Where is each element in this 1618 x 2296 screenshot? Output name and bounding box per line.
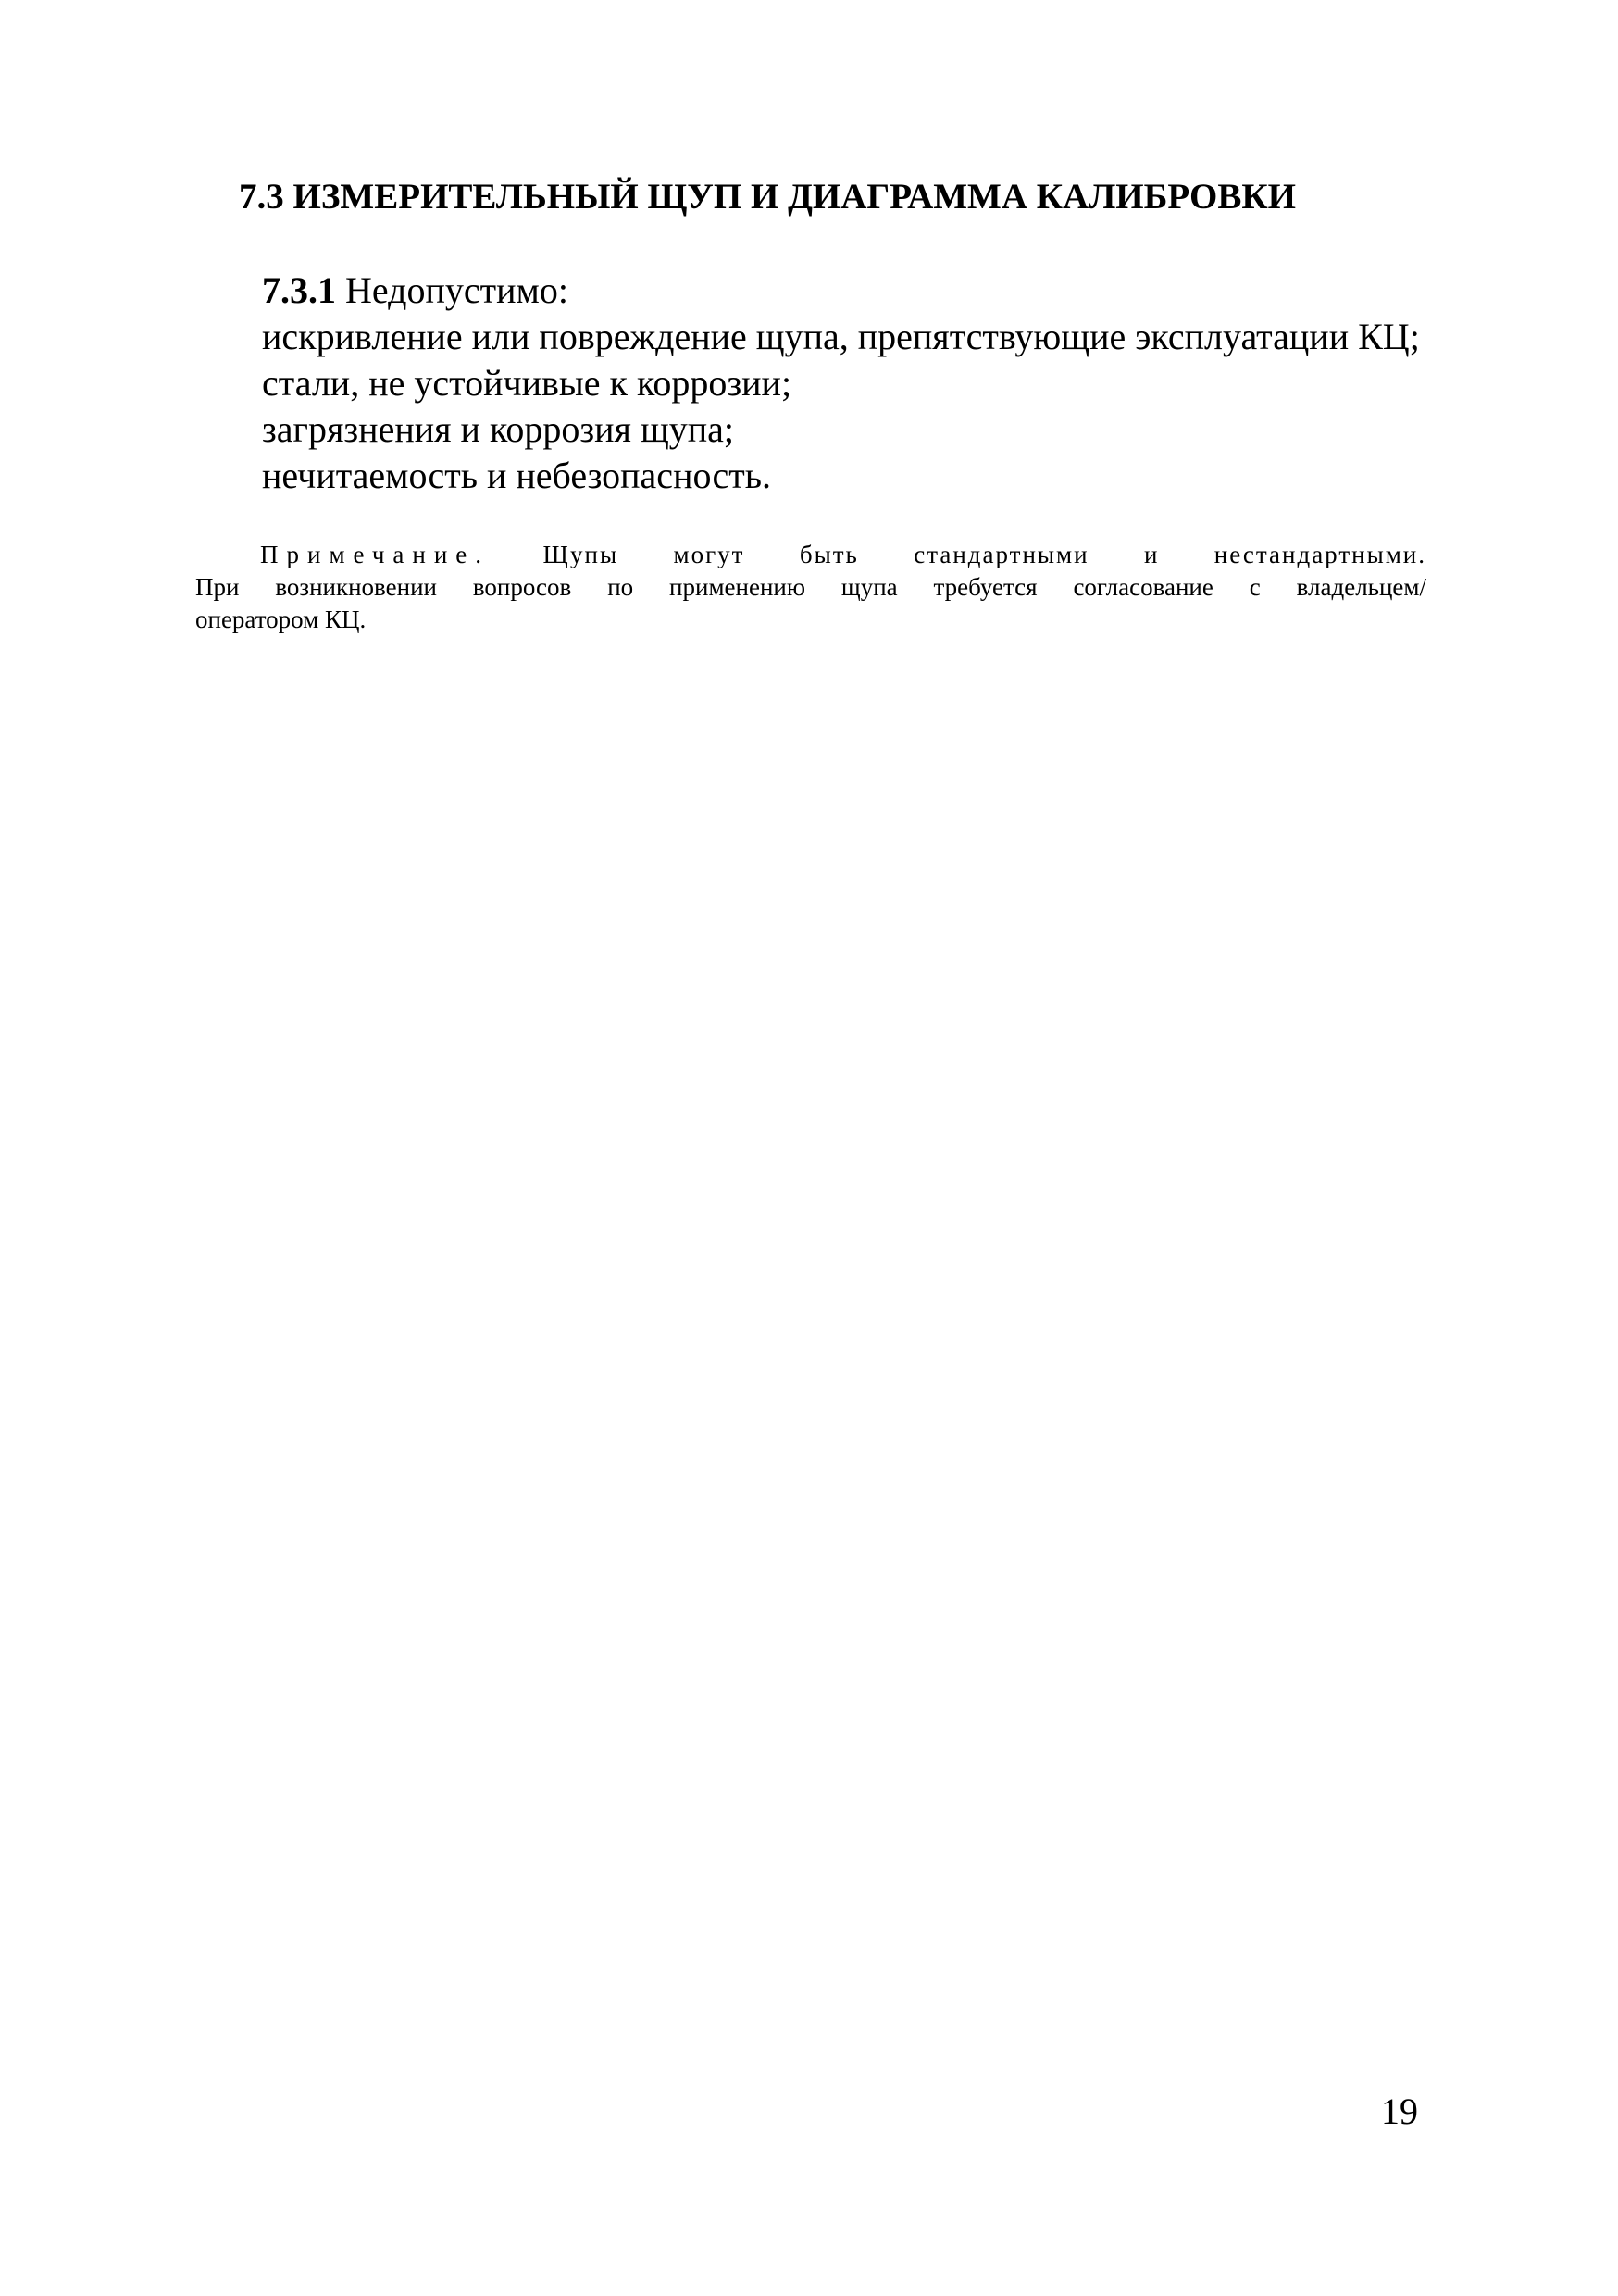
subsection-title [262, 268, 1465, 314]
list-item: искривление или повреждение щупа, препятствующие эксплуатации КЦ; [262, 316, 1420, 357]
subsection-title-text: Недопустимо: [336, 269, 568, 311]
note-first-line [195, 539, 1426, 571]
page-number: 19 [1381, 2090, 1418, 2132]
note-first-line-text: Щупы могут быть стандартными и нестандартными. [542, 541, 1427, 568]
note-third-line: оператором КЦ. [195, 605, 367, 633]
prohibited-items-list [262, 314, 1465, 499]
note-block [195, 539, 1426, 636]
note-second-line: При возникновении вопросов по применению щупа требуется согласование с владельцем/ [195, 573, 1426, 601]
list-item: стали, не устойчивые к коррозии; [262, 362, 792, 404]
list-item: нечитаемость и небезопасность. [262, 455, 771, 496]
subsection-number: 7.3.1 [262, 269, 336, 311]
section-heading: 7.3 ИЗМЕРИТЕЛЬНЫЙ ЩУП И ДИАГРАММА КАЛИБРОВКИ [239, 177, 1296, 217]
note-label: Примечание. [260, 541, 491, 568]
subsection-7-3-1 [262, 268, 1465, 499]
list-item: загрязнения и коррозия щупа; [262, 408, 735, 450]
